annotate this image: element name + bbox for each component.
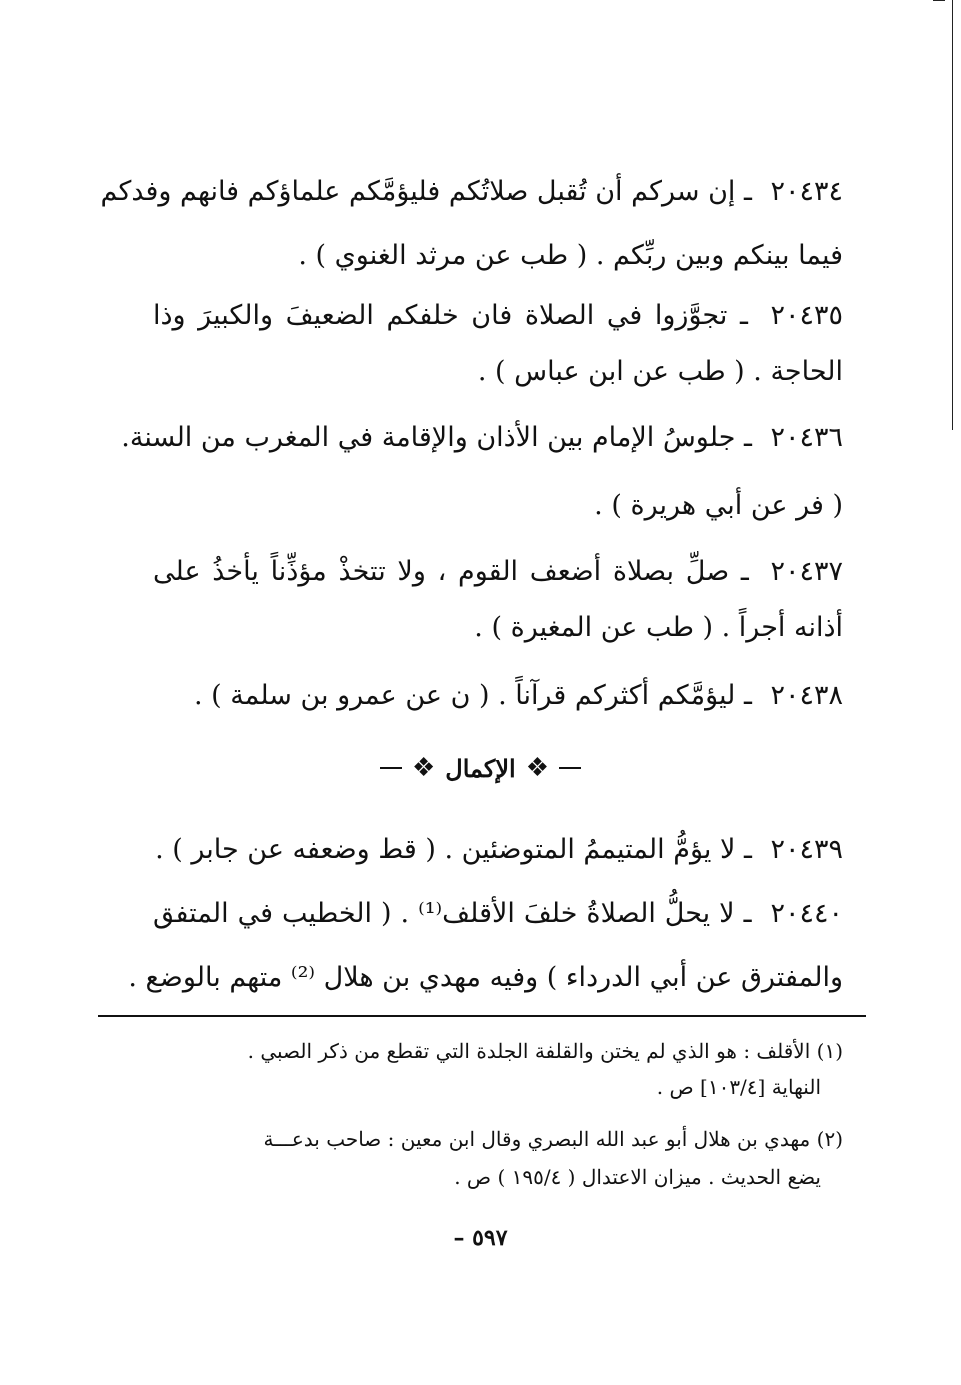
- hadith-20437-line2: أذانه أجراً . ( طب عن المغيرة ) .: [474, 612, 843, 643]
- hadith-number: ٢٠٤٣٥: [770, 300, 843, 331]
- hadith-text: ـ إن سركم أن تُقبل صلاتُكم فليؤمَّكم علماؤكم فانهم وفدكم: [100, 176, 752, 207]
- hadith-20435-line2: الحاجة . ( طب عن ابن عباس ) .: [477, 356, 843, 387]
- footnote-1-line1: (١) الأقلف : هو الذي لم يختن والقلفة الجلدة التي تقطع من ذكر الصبي .: [247, 1039, 843, 1063]
- ornament-line-right: [559, 767, 581, 769]
- footnote-1-line2: النهاية [١٠٣/٤] ص .: [656, 1075, 821, 1099]
- page-number: [0, 1225, 961, 1251]
- section-title: الإكمال: [445, 753, 516, 783]
- hadith-20434-line2: فيما بينكم وبين ربِّكم . ( طب عن مرثد الغنوي ) .: [298, 240, 843, 271]
- hadith-number: ٢٠٤٣٤: [770, 176, 843, 207]
- hadith-20434-line1: [100, 172, 843, 212]
- hadith-number: ٢٠٤٣٧: [770, 556, 843, 587]
- hadith-number: ٢٠٤٣٩: [770, 834, 843, 865]
- hadith-number: ٢٠٤٣٨: [770, 680, 843, 711]
- footnote-separator: [98, 1015, 866, 1017]
- hadith-text: ـ جلوسُ الإمام بين الأذان والإقامة في المغرب من السنة.: [121, 422, 752, 453]
- hadith-number: ٢٠٤٣٦: [770, 422, 843, 453]
- ornament-line-left: [380, 767, 402, 769]
- hadith-20439-line1: [155, 830, 843, 870]
- footnote-2-line2: يضع الحديث . ميزان الاعتدال ( ١٩٥/٤ ) ص .: [454, 1165, 821, 1189]
- hadith-text: ـ صلِّ بصلاة أضعف القوم ، ولا تتخذْ مؤذِّناً يأخذُ على: [153, 556, 749, 587]
- hadith-text: ـ ليؤمَّكم أكثركم قرآناً . ( ن عن عمرو بن سلمة ) .: [193, 680, 752, 711]
- hadith-20436-line2: ( فر عن أبي هريرة ) .: [594, 490, 843, 521]
- hadith-20437-line1: [153, 552, 843, 592]
- hadith-20438-line1: [194, 676, 843, 716]
- ornament-icon: ❖: [411, 753, 436, 783]
- hadith-20440-line2: والمفترق عن أبي الدرداء ) وفيه مهدي بن هلال ⁽²⁾ متهم بالوضع .: [128, 962, 843, 993]
- page-number-dash: –: [453, 1225, 465, 1251]
- hadith-number: ٢٠٤٤٠: [770, 898, 843, 929]
- hadith-text: ـ تجوَّزوا في الصلاة فان خلفكم الضعيفَ والكبيرَ وذا: [153, 300, 748, 331]
- hadith-20435-line1: [153, 296, 843, 336]
- scan-edge-tick: [933, 0, 945, 1]
- scan-edge-line: [952, 0, 953, 430]
- section-header: [0, 746, 961, 790]
- hadith-text: ـ لا يؤمُّ المتيممُ المتوضئين . ( قط وضعفه عن جابر ) .: [155, 834, 752, 865]
- hadith-text: ـ لا يحلُّ الصلاةُ خلفَ الأقلف⁽¹⁾ . ( الخطيب في المتفق: [153, 898, 752, 929]
- footnote-2-line1: (٢) مهدي بن هلال أبو عبد الله البصري وقال ابن معين : صاحب بدعـــة: [263, 1127, 843, 1151]
- hadith-20436-line1: [123, 418, 843, 458]
- page-number-value: ٥٩٧: [472, 1225, 508, 1251]
- ornament-icon: ❖: [525, 753, 550, 783]
- hadith-20440-line1: [153, 894, 843, 934]
